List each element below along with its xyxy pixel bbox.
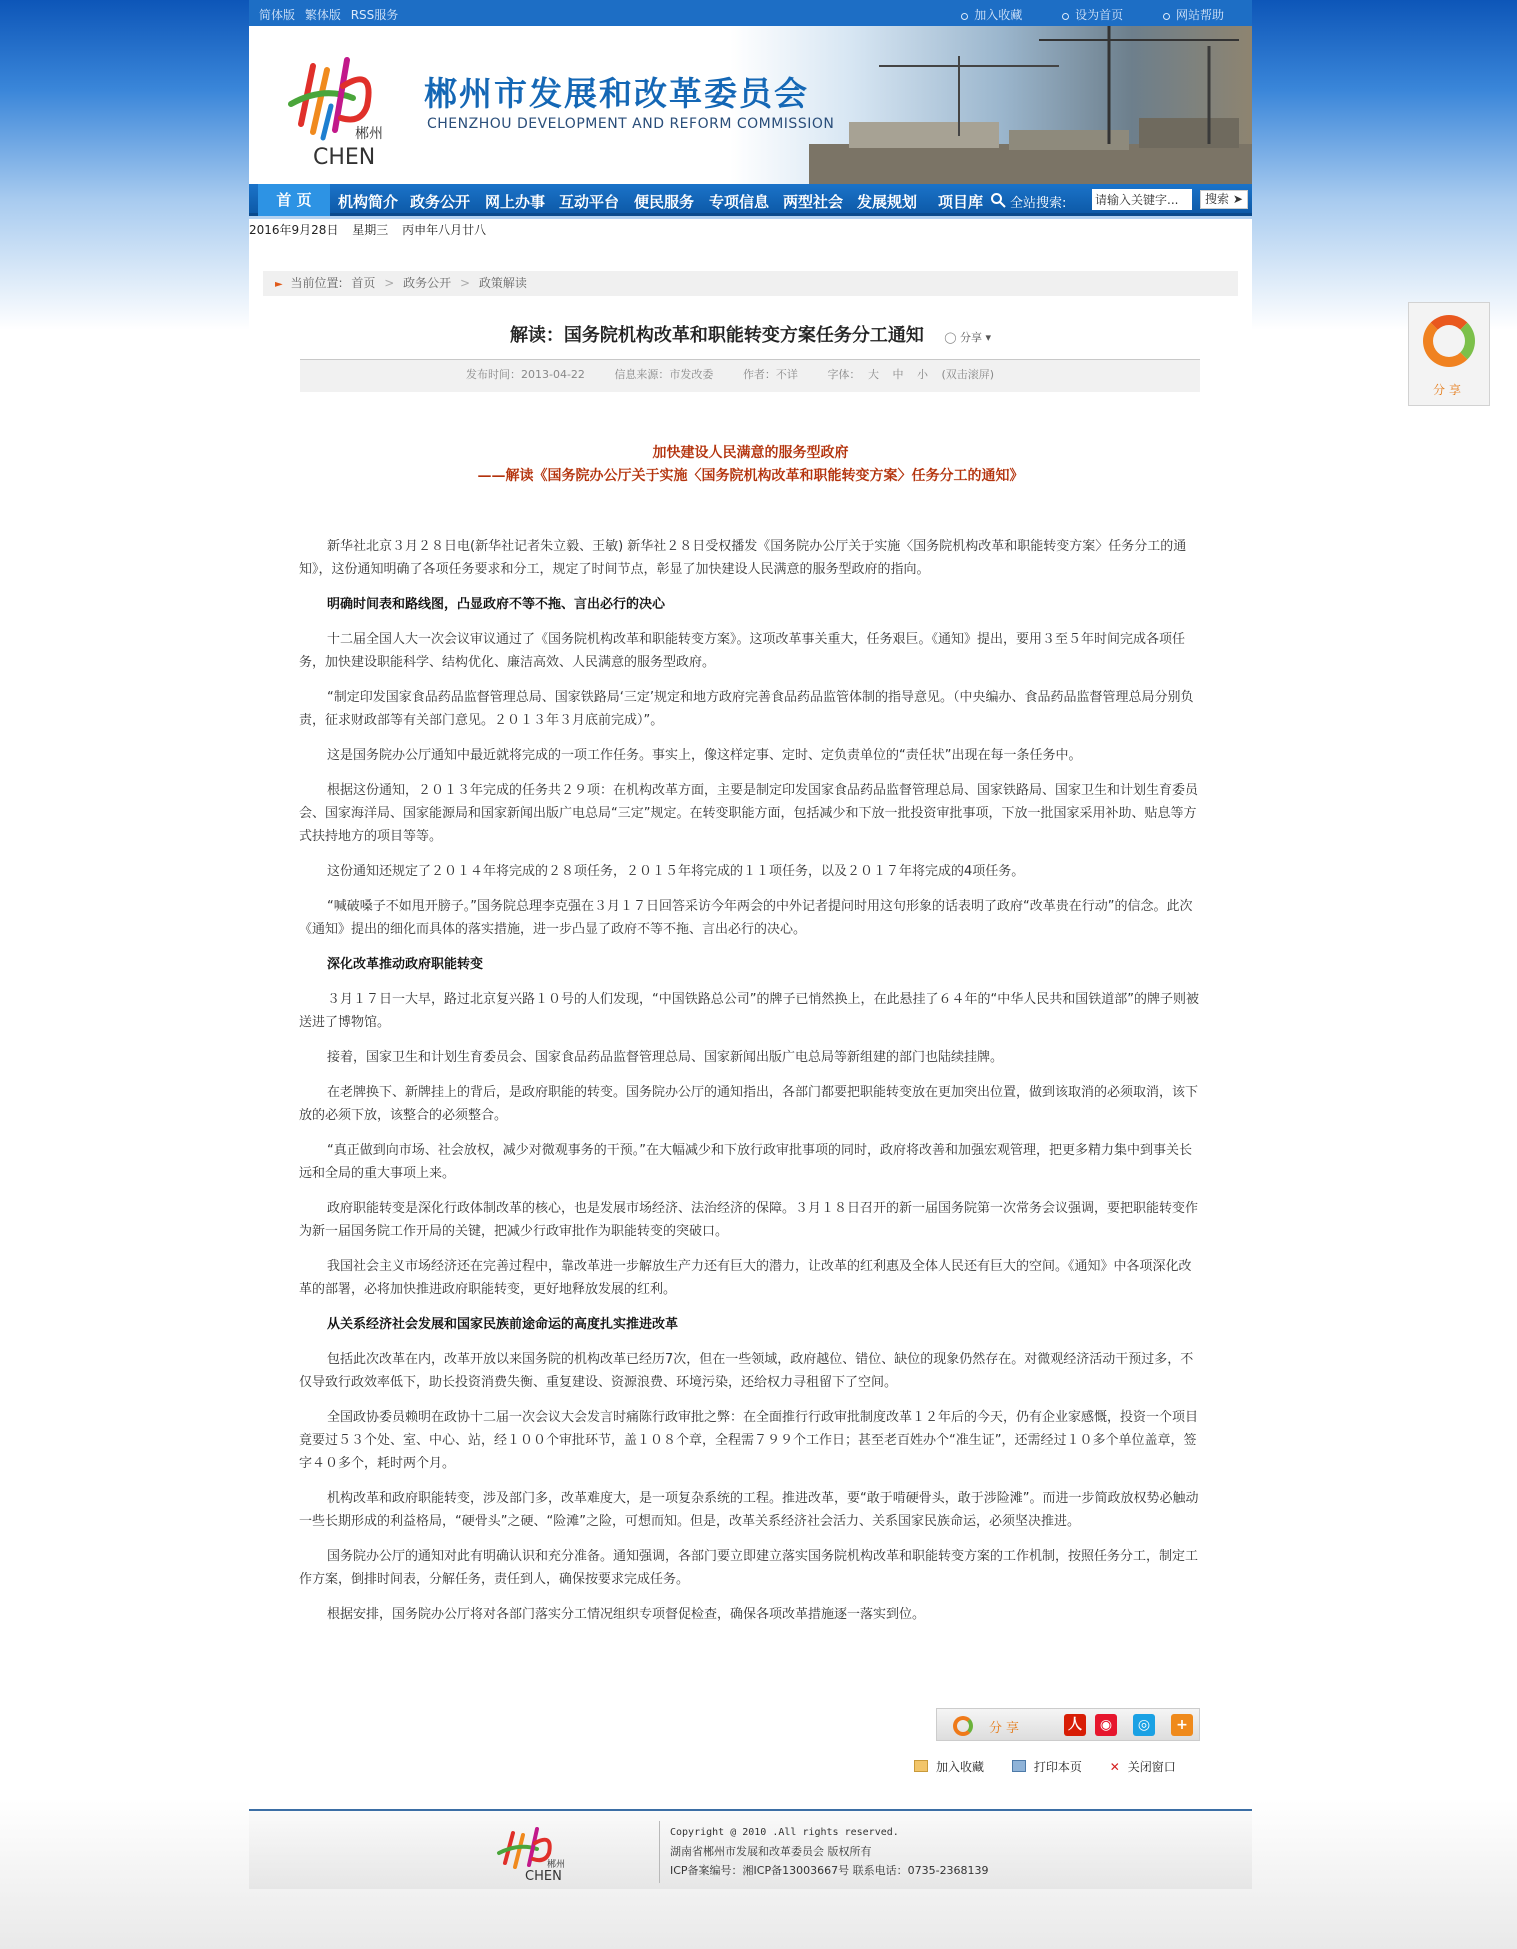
search-input[interactable] [1092, 189, 1192, 210]
breadcrumb-gov-affairs[interactable]: 政务公开 [403, 276, 452, 290]
search-button[interactable]: 搜索 ➤ [1200, 190, 1248, 209]
nav-item-about[interactable]: 机构简介 [338, 193, 399, 211]
article-section-heading: 明确时间表和路线图，凸显政府不等不拖、言出必行的决心 [327, 597, 666, 612]
article-title-row [249, 321, 1252, 347]
nav-item-gov-affairs[interactable]: 政务公开 [410, 193, 471, 211]
caret-down-icon: ▾ [985, 331, 992, 344]
article-subtitle-1: 加快建设人民满意的服务型政府 [652, 445, 849, 461]
main-content [249, 241, 1252, 1809]
top-bar [249, 0, 1252, 26]
nav-item-planning[interactable]: 发展规划 [857, 193, 918, 211]
breadcrumb-arrow-icon: ► [275, 279, 283, 290]
info-source: 信息来源：市发改委 [614, 368, 714, 381]
site-title: 郴州市发展和改革委员会 [424, 74, 809, 113]
renren-icon[interactable]: 人 [1064, 1714, 1086, 1736]
article-paragraph: 包括此次改革在内，改革开放以来国务院的机构改革已经历7次，但在一些领域，政府越位、错位、缺位的现象仍然存在。对微观经济活动干预过多，不仅导致行政效率低下，助长投资消费失衡、重复建设、资源浪费、环境污染，还给权力寻租留下了空间。 [299, 1352, 1194, 1390]
article-title: 解读：国务院机构改革和职能转变方案任务分工通知 [509, 325, 924, 346]
font-small-button[interactable]: 小 [916, 368, 928, 381]
help-link[interactable]: 网站帮助 [1163, 8, 1224, 22]
floating-share-label: 分享 [1432, 383, 1465, 397]
footer [249, 1809, 1252, 1889]
article-subtitle-2: ——解读《国务院办公厅关于实施〈国务院机构改革和职能转变方案〉任务分工的通知》 [477, 468, 1024, 484]
font-medium-button[interactable]: 中 [892, 368, 904, 381]
article-section-heading: 从关系经济社会发展和国家民族前途命运的高度扎实推进改革 [327, 1317, 679, 1332]
nav-item-public-service[interactable]: 便民服务 [634, 193, 695, 211]
close-window-button[interactable]: ✕ 关闭窗口 [1109, 1760, 1176, 1774]
article-paragraph: 在老牌换下、新牌挂上的背后，是政府职能的转变。国务院办公厅的通知指出，各部门都要把职能转变放在更加突出位置，做到该取消的必须取消，该下放的必须下放，该整合的必须整合。 [299, 1085, 1199, 1123]
article-paragraph: “制定印发国家食品药品监督管理总局、国家铁路局‘三定’规定和地方政府完善食品药品监管体制的指导意见。（中央编办、食品药品监督管理总局分别负责，征求财政部等有关部门意见。２０１３年３月底前完成）”。 [299, 690, 1194, 728]
article-paragraph: “真正做到向市场、社会放权，减少对微观事务的干预。”在大幅减少和下放行政审批事项的同时，政府将改善和加强宏观管理，把更多精力集中到事关长远和全局的重大事项上来。 [299, 1143, 1192, 1181]
share-label[interactable]: 分享 [989, 1721, 1024, 1736]
publish-time: 发布时间：2013-04-22 [466, 368, 585, 381]
current-weekday: 星期三 [352, 223, 389, 237]
circle-icon [1163, 13, 1170, 20]
footer-text [670, 1823, 989, 1880]
share-mini-button[interactable]: ◯ 分享 ▾ [944, 331, 992, 344]
add-favorite-button[interactable]: 加入收藏 [914, 1760, 984, 1774]
svg-text:CHEN: CHEN [313, 145, 376, 170]
font-size-label: 字体： [827, 368, 861, 381]
owner: 湖南省郴州市发展和改革委员会 版权所有 [670, 1845, 872, 1858]
article-paragraph: 新华社北京３月２８日电(新华社记者朱立毅、王敏) 新华社２８日受权播发《国务院办公厅关于实施〈国务院机构改革和职能转变方案〉任务分工的通知》，这份通知明确了各项任务要求和分工，规定了时间节点，彰显了加快建设人民满意的服务型政府的指向。 [299, 539, 1187, 577]
simplified-link[interactable]: 简体版 [259, 8, 296, 22]
nav-item-online-service[interactable]: 网上办事 [485, 193, 546, 211]
qq-weibo-icon[interactable]: ◎ [1133, 1714, 1155, 1736]
nav-home[interactable]: 首 页 [258, 184, 330, 216]
rss-link[interactable]: RSS服务 [350, 8, 399, 22]
site-banner [249, 26, 1252, 184]
search-icon [990, 192, 1006, 208]
add-favorite-link[interactable]: 加入收藏 [961, 8, 1022, 22]
main-nav [249, 184, 1252, 216]
breadcrumb-prefix: 当前位置: [290, 276, 343, 290]
close-icon: ✕ [1109, 1760, 1120, 1774]
site-title-en: CHENZHOU DEVELOPMENT AND REFORM COMMISSION [427, 116, 835, 132]
svg-text:CHEN: CHEN [525, 1869, 562, 1883]
lunar-date: 丙申年八月廿八 [402, 223, 487, 237]
article-paragraph: 这份通知还规定了２０１４年将完成的２８项任务，２０１５年将完成的１１项任务，以及２０１７年将完成的4项任务。 [327, 864, 1025, 879]
arrow-right-icon: ➤ [1232, 192, 1243, 206]
search-label: 全站搜索: [1010, 196, 1067, 211]
breadcrumb-home[interactable]: 首页 [351, 276, 376, 290]
circle-icon [1062, 13, 1069, 20]
article-body [299, 535, 1201, 1638]
svg-text:郴州: 郴州 [355, 126, 383, 142]
double-click-scroll[interactable]: (双击滚屏) [941, 368, 995, 381]
footer-divider [659, 1821, 660, 1883]
traditional-link[interactable]: 繁体版 [304, 8, 341, 22]
share-bar [936, 1708, 1200, 1741]
nav-item-interaction[interactable]: 互动平台 [559, 193, 620, 211]
article-paragraph: 根据这份通知，２０１３年完成的任务共２９项：在机构改革方面，主要是制定印发国家食品药品监督管理总局、国家铁路局、国家卫生和计划生育委员会、国家海洋局、国家能源局和国家新闻出版广电总局“三定”规定。在转变职能方面，包括减少和下放一批投资审批事项，下放一批国家采用补助、贴息等方式扶持地方的项目等等。 [299, 783, 1199, 844]
breadcrumb [263, 271, 1238, 296]
chevron-right-icon: > [384, 276, 395, 290]
chevron-right-icon: > [459, 276, 471, 290]
footer-logo [495, 1823, 587, 1883]
article-tools [914, 1758, 1200, 1775]
font-large-button[interactable]: 大 [867, 368, 879, 381]
breadcrumb-policy[interactable]: 政策解读 [478, 276, 527, 290]
construction-cranes-image [809, 26, 1252, 184]
article-meta [300, 359, 1200, 392]
current-date: 2016年9月28日 [249, 223, 339, 237]
article-paragraph: 我国社会主义市场经济还在完善过程中，靠改革进一步解放生产力还有巨大的潜力，让改革的红利惠及全体人民还有巨大的空间。《通知》中各项深化改革的部署，必将加快推进政府职能转变，更好地释放发展的红利。 [299, 1259, 1192, 1297]
svg-text:郴州: 郴州 [547, 1860, 566, 1870]
article-paragraph: 政府职能转变是深化行政体制改革的核心，也是发展市场经济、法治经济的保障。３月１８日召开的新一届国务院第一次常务会议强调，要把职能转变作为新一届国务院工作开局的关键，把减少行政审批作为职能转变的突破口。 [299, 1201, 1199, 1239]
article-paragraph: ３月１７日一大早，路过北京复兴路１０号的人们发现，“中国铁路总公司”的牌子已悄然换上，在此悬挂了６４年的“中华人民共和国铁道部”的牌子则被送进了博物馆。 [299, 992, 1199, 1030]
date-bar [249, 219, 1252, 241]
article-paragraph: 国务院办公厅的通知对此有明确认识和充分准备。通知强调，各部门要立即建立落实国务院机构改革和职能转变方案的工作机制，按照任务分工，制定工作方案，倒排时间表，分解任务，责任到人，确保按要求完成任务。 [299, 1549, 1199, 1587]
weibo-icon[interactable]: ◉ [1095, 1714, 1117, 1736]
more-share-icon[interactable]: + [1171, 1714, 1193, 1736]
article-paragraph: 全国政协委员赖明在政协十二届一次会议大会发言时痛陈行政审批之弊：在全面推行行政审批制度改革１２年后的今天，仍有企业家感慨，投资一个项目竟要过５３个处、室、中心、站，经１００个审批环节，盖１０８个章，全程需７９９个工作日；甚至老百姓办个“准生证”，还需经过１０多个单位盖章，签字４０多个，耗时两个月。 [299, 1410, 1199, 1471]
nav-item-projects[interactable]: 项目库 [938, 193, 984, 211]
article-paragraph: 十二届全国人大一次会议审议通过了《国务院机构改革和职能转变方案》。这项改革事关重大，任务艰巨。《通知》提出，要用３至５年时间完成各项任务，加快建设职能科学、结构优化、廉洁高效、人民满意的服务型政府。 [299, 632, 1186, 670]
circle-icon [961, 13, 968, 20]
article-paragraph: 这是国务院办公厅通知中最近就将完成的一项工作任务。事实上，像这样定事、定时、定负责单位的“责任状”出现在每一条任务中。 [327, 748, 1082, 763]
set-home-link[interactable]: 设为首页 [1062, 8, 1123, 22]
article-section-heading: 深化改革推动政府职能转变 [327, 957, 484, 972]
article-paragraph: 根据安排，国务院办公厅将对各部门落实分工情况组织专项督促检查，确保各项改革措施逐一落实到位。 [327, 1607, 926, 1622]
icp-contact: ICP备案编号：湘ICP备13003667号 联系电话：0735-2368139 [670, 1864, 989, 1877]
author: 作者：不详 [742, 368, 798, 381]
article-paragraph: 机构改革和政府职能转变，涉及部门多，改革难度大，是一项复杂系统的工程。推进改革，要“敢于啃硬骨头，敢于涉险滩”。而进一步简政放权势必触动一些长期形成的利益格局，“硬骨头”之硬、“险滩”之险，可想而知。但是，改革关系经济社会活力、关系国家民族命运，必须坚决推进。 [299, 1491, 1199, 1529]
chenzhou-logo [283, 46, 403, 172]
floating-share-button[interactable] [1408, 302, 1490, 406]
share-logo-icon [1423, 315, 1475, 367]
print-button[interactable]: 打印本页 [1012, 1760, 1082, 1774]
share-logo-icon [953, 1716, 973, 1736]
article-paragraph: “喊破嗓子不如甩开膀子。”国务院总理李克强在３月１７日回答采访今年两会的中外记者提问时用这句形象的话表明了政府“改革贵在行动”的信念。此次《通知》提出的细化而具体的落实措施，进一步凸显了政府不等不拖、言出必行的决心。 [299, 899, 1193, 937]
folder-icon [914, 1760, 928, 1772]
nav-item-special-info[interactable]: 专项信息 [709, 193, 770, 211]
copyright: Copyright @ 2010 .All rights reserved. [670, 1827, 899, 1838]
printer-icon [1012, 1760, 1026, 1772]
nav-item-two-oriented[interactable]: 两型社会 [783, 193, 844, 211]
article-paragraph: 接着，国家卫生和计划生育委员会、国家食品药品监督管理总局、国家新闻出版广电总局等新组建的部门也陆续挂牌。 [327, 1050, 1004, 1065]
share-icon: ◯ [944, 331, 957, 344]
